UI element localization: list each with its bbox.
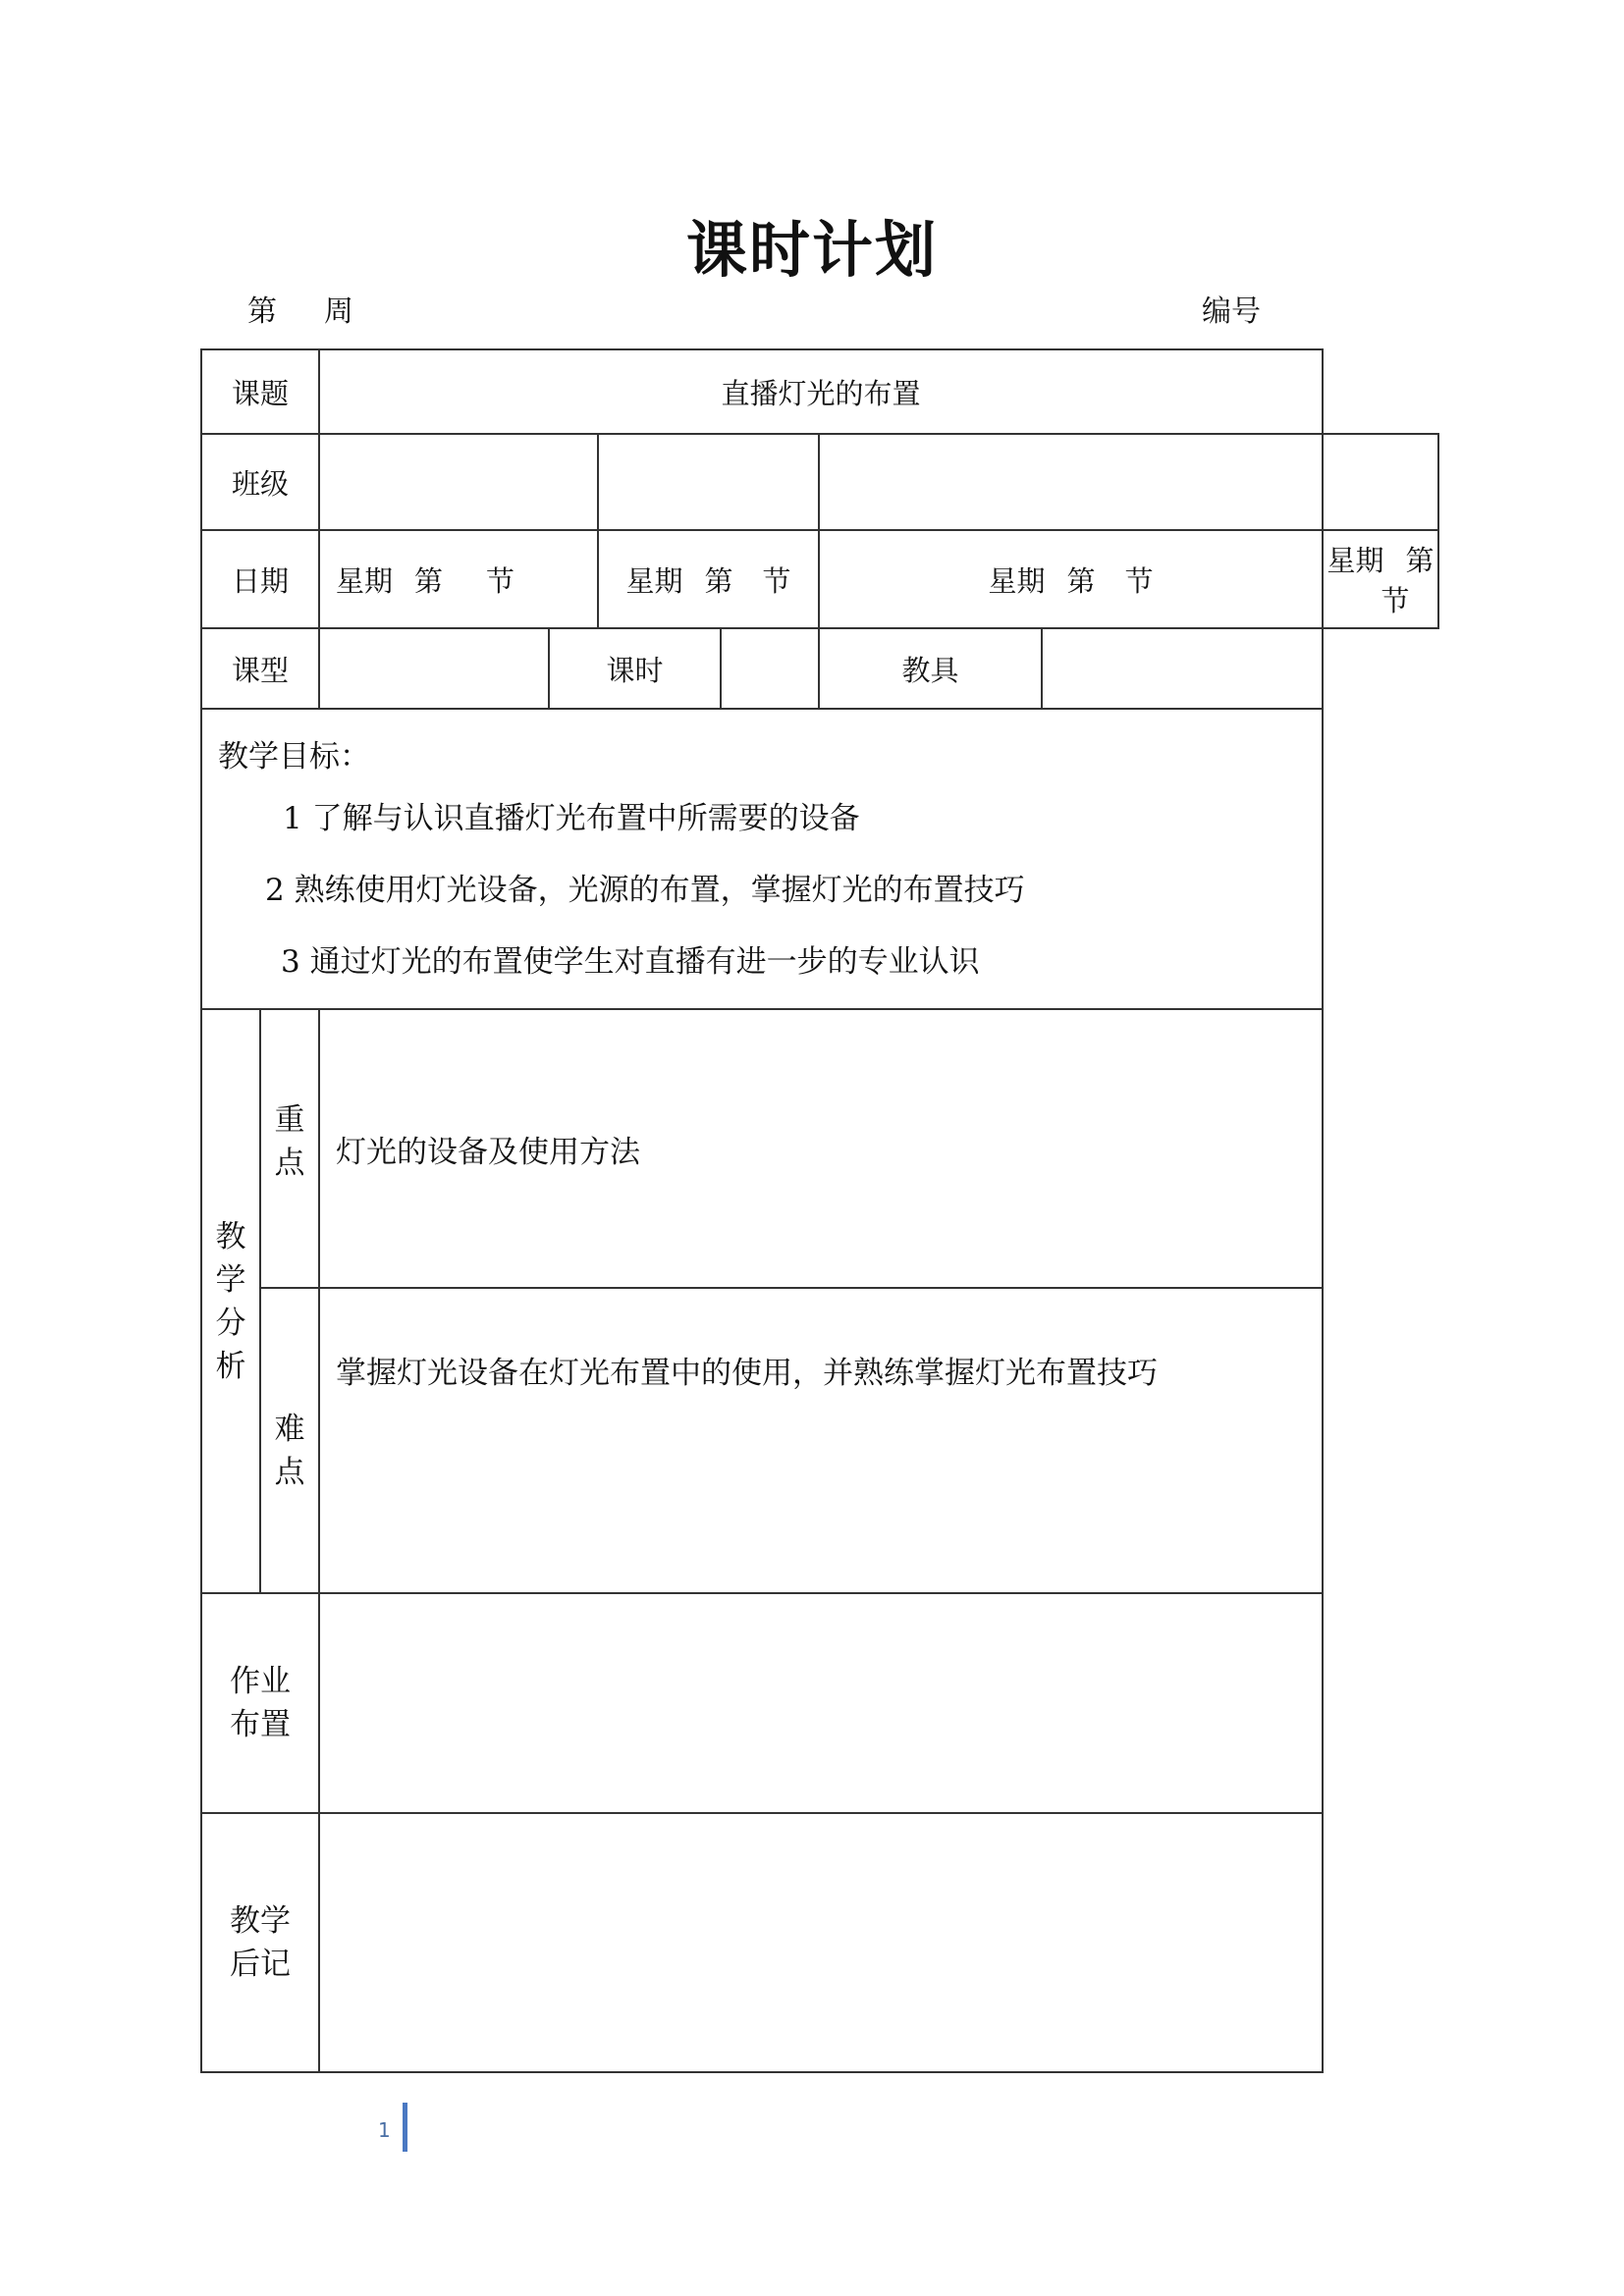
analysis-label: 教学分析 <box>201 1009 260 1593</box>
date-entry-4[interactable] <box>1323 530 1438 628</box>
class-cell-2[interactable] <box>598 434 819 530</box>
period-prefix: 第 <box>704 563 733 598</box>
class-cell-1[interactable] <box>319 434 598 530</box>
homework-content[interactable] <box>319 1593 1323 1813</box>
homework-label-line1: 作业 <box>230 1664 291 1699</box>
weekday-label: 星期 <box>625 563 683 598</box>
weekday-label: 星期 <box>1326 544 1384 577</box>
goals-row <box>201 709 1438 1009</box>
weekday-label: 星期 <box>988 563 1046 598</box>
period-suffix: 节 <box>1124 563 1154 598</box>
period-prefix: 第 <box>1405 544 1435 577</box>
page-title: 课时计划 <box>685 214 938 286</box>
period-prefix: 第 <box>414 563 444 598</box>
goals-heading: 教学目标： <box>218 739 370 774</box>
reflection-row <box>201 1813 1438 2072</box>
weekday-label: 星期 <box>336 563 394 598</box>
goals-cell <box>201 709 1323 1009</box>
goal-item: 1 了解与认识直播灯光布置中所需要的设备 <box>283 801 860 836</box>
week-prefix: 第 <box>247 294 277 329</box>
period-prefix: 第 <box>1066 563 1096 598</box>
class-label: 班级 <box>201 434 319 530</box>
period-suffix: 节 <box>1380 584 1410 617</box>
homework-row <box>201 1593 1438 1813</box>
reflection-label <box>201 1813 319 2072</box>
topic-label: 课题 <box>201 349 319 434</box>
page-number-bar <box>403 2103 407 2152</box>
reflection-label-line1: 教学 <box>230 1903 291 1939</box>
goal-item: 3 通过灯光的布置使学生对直播有进一步的专业认识 <box>281 944 980 980</box>
date-row <box>201 530 1438 628</box>
date-entry-1[interactable] <box>319 530 598 628</box>
page-number: 1 <box>378 2118 391 2142</box>
hours-label: 课时 <box>549 628 721 709</box>
class-cell-4[interactable] <box>1323 434 1438 530</box>
date-label: 日期 <box>201 530 319 628</box>
tools-value[interactable] <box>1042 628 1323 709</box>
homework-label <box>201 1593 319 1813</box>
key-point-label: 重点 <box>260 1009 319 1288</box>
lesson-plan-table <box>200 348 1439 2073</box>
key-point-text[interactable]: 灯光的设备及使用方法 <box>319 1009 1323 1288</box>
hours-value[interactable] <box>721 628 819 709</box>
difficult-point-label: 难点 <box>260 1288 319 1593</box>
difficult-point-text[interactable]: 掌握灯光设备在灯光布置中的使用，并熟练掌握灯光布置技巧 <box>319 1288 1323 1593</box>
tools-label: 教具 <box>819 628 1042 709</box>
number-label: 编号 <box>1202 294 1261 329</box>
type-label: 课型 <box>201 628 319 709</box>
class-row <box>201 434 1438 530</box>
reflection-label-line2: 后记 <box>230 1947 291 1982</box>
type-row <box>201 628 1438 709</box>
date-entry-3[interactable] <box>819 530 1323 628</box>
date-entry-2[interactable] <box>598 530 819 628</box>
week-suffix: 周 <box>324 294 353 329</box>
goal-item: 2 熟练使用灯光设备，光源的布置，掌握灯光的布置技巧 <box>265 873 1025 908</box>
homework-label-line2: 布置 <box>230 1707 291 1742</box>
type-value[interactable] <box>319 628 549 709</box>
period-suffix: 节 <box>486 563 515 598</box>
week-field <box>247 287 353 330</box>
period-suffix: 节 <box>762 563 791 598</box>
topic-row <box>201 349 1438 434</box>
analysis-key-row <box>201 1009 1438 1288</box>
analysis-difficult-row <box>201 1288 1438 1593</box>
class-cell-3[interactable] <box>819 434 1323 530</box>
reflection-content[interactable] <box>319 1813 1323 2072</box>
topic-value[interactable]: 直播灯光的布置 <box>319 349 1323 434</box>
